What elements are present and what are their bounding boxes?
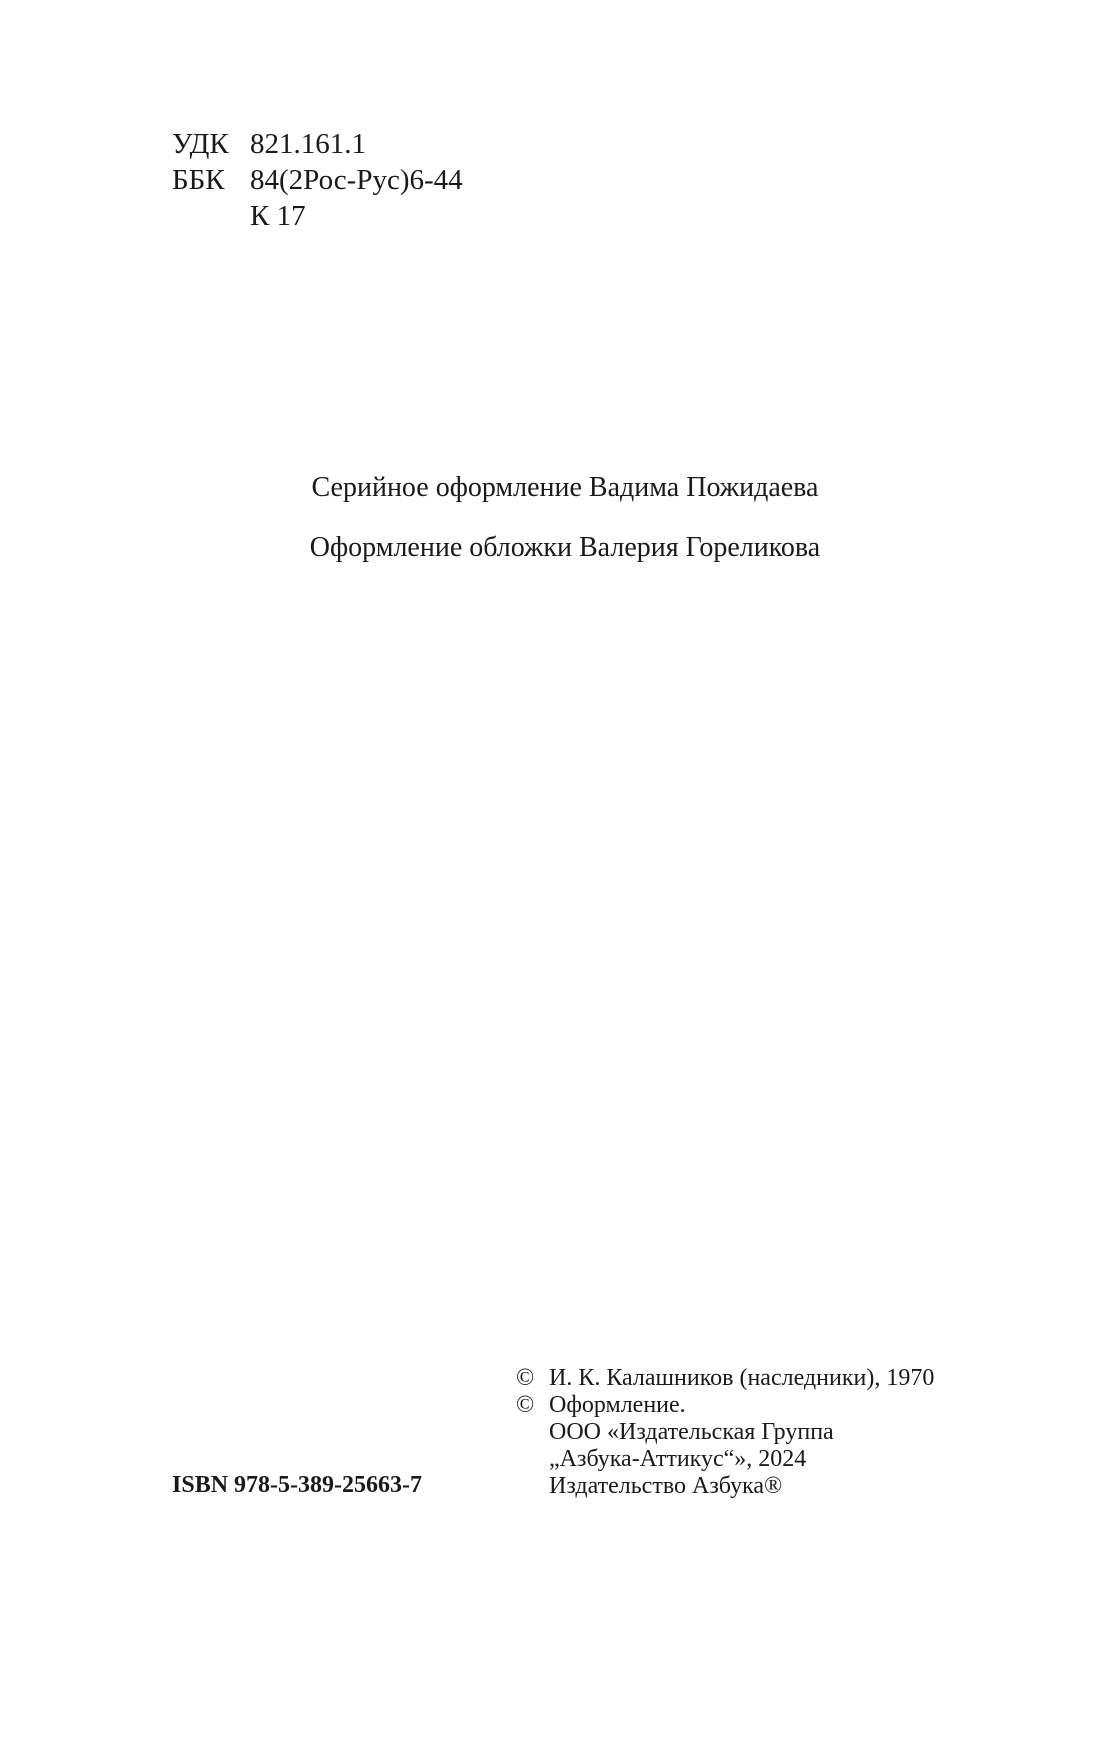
copyright-line	[516, 1446, 934, 1473]
series-design-credit: Серийное оформление Вадима Пожидаева	[311, 472, 819, 503]
bbk-value: 84(2Рос-Рус)6-44	[250, 164, 463, 196]
copyright-line	[516, 1392, 934, 1419]
udk-label: УДК	[172, 128, 229, 160]
author-mark-row	[172, 198, 463, 234]
cover-design-credit: Оформление обложки Валерия Гореликова	[309, 532, 821, 563]
author-mark-value: К 17	[250, 200, 306, 232]
bbk-row	[172, 162, 463, 198]
copyright-symbol	[516, 1446, 549, 1473]
classification-block	[172, 126, 463, 234]
copyright-symbol	[516, 1419, 549, 1446]
copyright-text: ООО «Издательская Группа	[549, 1419, 834, 1445]
copyright-text: Оформление.	[549, 1392, 686, 1418]
isbn-number: ISBN 978-5-389-25663-7	[172, 1472, 422, 1498]
copyright-text: „Азбука-Аттикус“», 2024	[549, 1446, 807, 1472]
copyright-line	[516, 1365, 934, 1392]
author-mark-label	[172, 198, 250, 234]
copyright-symbol: ©	[516, 1365, 535, 1391]
udk-row	[172, 126, 463, 162]
copyright-line	[516, 1473, 934, 1500]
copyright-text: И. К. Калашников (наследники), 1970	[549, 1365, 935, 1391]
copyright-symbol: ©	[516, 1392, 535, 1418]
copyright-line	[516, 1419, 934, 1446]
copyright-symbol	[516, 1473, 549, 1500]
copyright-text: Издательство Азбука®	[549, 1473, 783, 1499]
copyright-block	[516, 1365, 934, 1500]
udk-value: 821.161.1	[250, 128, 366, 160]
bbk-label: ББК	[172, 164, 225, 196]
